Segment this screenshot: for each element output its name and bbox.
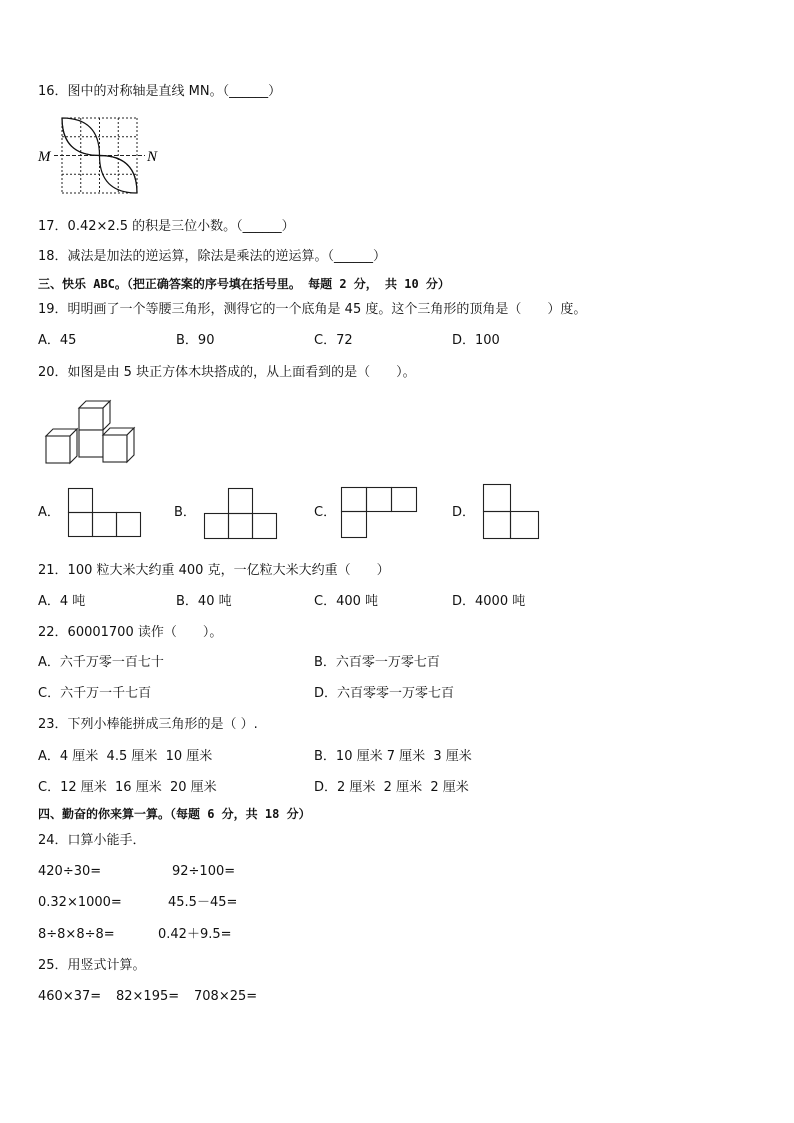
q23-option-c: C．12 厘米 16 厘米 20 厘米: [38, 780, 217, 795]
q20-option-a-label: A．: [38, 505, 60, 520]
q20-option-c-label: C．: [314, 505, 337, 520]
q23-option-b: B．10 厘米 7 厘米 3 厘米: [314, 749, 472, 764]
q16-text: 16．图中的对称轴是直线 MN。（______）: [38, 84, 282, 99]
q24-item: 0.32×1000=: [38, 895, 122, 910]
q19-option-c: C．72: [314, 333, 353, 348]
q19-option-d: D．100: [452, 333, 500, 348]
q22-option-a: A．六千万零一百七十: [38, 655, 164, 670]
q25-item: 82×195=: [116, 989, 180, 1004]
section4-heading: 四、勤奋的你来算一算。（每题 6 分，共 18 分）: [38, 807, 311, 821]
q20-cube-figure: [44, 398, 144, 468]
q24-item: 0.42＋9.5=: [158, 927, 232, 942]
q16-symmetry-figure: [38, 116, 168, 200]
q20-option-d-shape: [482, 483, 542, 541]
q25-item: 708×25=: [194, 989, 258, 1004]
q23-option-d: D．2 厘米 2 厘米 2 厘米: [314, 780, 469, 795]
q19-option-a: A．45: [38, 333, 77, 348]
q17-text: 17．0.42×2.5 的积是三位小数。（______）: [38, 219, 295, 234]
q24-item: 420÷30=: [38, 864, 102, 879]
q20-option-c-shape: [340, 486, 420, 542]
q24-item: 8÷8×8÷8=: [38, 927, 115, 942]
q22-option-d: D．六百零零一万零七百: [314, 686, 455, 701]
q18-text: 18．减法是加法的逆运算，除法是乘法的逆运算。（______）: [38, 249, 387, 264]
q22-text: 22．60001700 读作（ ）。: [38, 625, 223, 640]
q21-option-c: C．400 吨: [314, 594, 379, 609]
q24-text: 24．口算小能手．: [38, 833, 146, 848]
section3-heading: 三、快乐 ABC。（把正确答案的序号填在括号里。 每题 2 分， 共 10 分）: [38, 277, 450, 291]
q20-option-a-shape: [68, 488, 144, 540]
q22-option-c: C．六千万一千七百: [38, 686, 152, 701]
label-m: M: [38, 149, 51, 165]
q21-option-d: D．4000 吨: [452, 594, 526, 609]
q23-option-a: A．4 厘米 4.5 厘米 10 厘米: [38, 749, 213, 764]
q24-item: 45.5－45=: [168, 895, 238, 910]
q25-item: 460×37=: [38, 989, 102, 1004]
q20-text: 20．如图是由 5 块正方体木块搭成的，从上面看到的是（ ）。: [38, 365, 416, 380]
q24-item: 92÷100=: [172, 864, 236, 879]
q20-option-b-shape: [203, 488, 283, 540]
q23-text: 23．下列小棒能拼成三角形的是（ ）.: [38, 717, 258, 732]
q19-text: 19．明明画了一个等腰三角形，测得它的一个底角是 45 度。这个三角形的顶角是（ ）度。: [38, 302, 587, 317]
q21-option-a: A．4 吨: [38, 594, 86, 609]
q21-text: 21．100 粒大米大约重 400 克，一亿粒大米大约重（ ）: [38, 563, 390, 578]
q20-option-d-label: D．: [452, 505, 476, 520]
q21-option-b: B．40 吨: [176, 594, 232, 609]
q25-text: 25．用竖式计算。: [38, 958, 146, 973]
label-n: N: [147, 149, 158, 165]
q20-option-b-label: B．: [174, 505, 196, 520]
q22-option-b: B．六百零一万零七百: [314, 655, 440, 670]
q19-option-b: B．90: [176, 333, 215, 348]
